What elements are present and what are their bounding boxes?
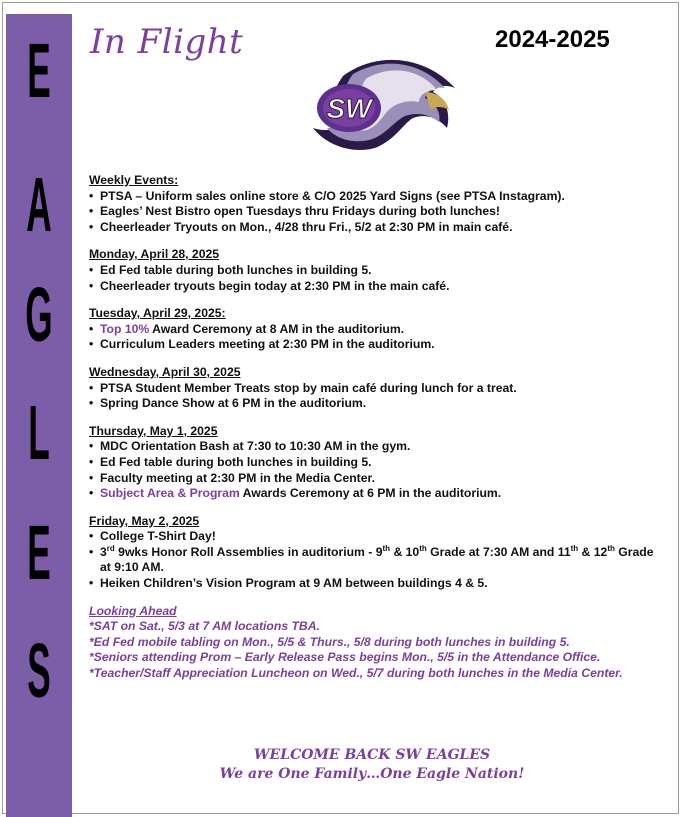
friday-section <box>89 514 659 592</box>
superscript: rd <box>106 543 115 553</box>
section-heading: Tuesday, April 29, 2025: <box>89 306 226 321</box>
list-item: *Seniors attending Prom – Early Release Pass begins Mon., 5/5 in the Attendance Office. <box>89 650 601 665</box>
list-item: • Faculty meeting at 2:30 PM in the Media Center. <box>89 471 659 487</box>
looking-ahead-section <box>89 604 659 682</box>
list-item: • College T-Shirt Day! <box>89 529 659 545</box>
eagle-logo <box>305 48 465 154</box>
list-item <box>89 545 659 576</box>
logo-text: SW <box>326 93 372 124</box>
item-text: Grade at 9:10 AM. <box>100 544 654 575</box>
newsletter-title: In Flight <box>90 22 244 62</box>
superscript: th <box>607 543 615 553</box>
item-text: 9wks Honor Roll Assemblies in auditorium - 9 <box>114 544 383 559</box>
list-item: *Ed Fed mobile tabling on Mon., 5/5 & Thurs., 5/8 during both lunches in building 5. <box>89 634 570 649</box>
sidebar-letter: S <box>27 627 51 714</box>
eagles-sidebar <box>6 14 72 817</box>
superscript: th <box>419 543 427 553</box>
superscript: th <box>382 543 391 553</box>
list-item: • Heiken Children’s Vision Program at 9 AM between buildings 4 & 5. <box>89 576 659 592</box>
item-text: Grade at 7:30 AM and 11 <box>426 544 571 559</box>
welcome-footer <box>89 746 655 784</box>
item-text: Award Ceremony at 8 AM in the auditorium. <box>149 321 405 336</box>
item-text: & 12 <box>578 544 608 559</box>
school-year: 2024-2025 <box>495 26 610 53</box>
welcome-line: WELCOME BACK SW EAGLES <box>253 747 491 763</box>
section-heading: Wednesday, April 30, 2025 <box>89 364 241 379</box>
sidebar-letter: L <box>28 389 50 476</box>
list-item: • Curriculum Leaders meeting at 2:30 PM in the auditorium. <box>89 337 659 353</box>
list-item: • Eagles’ Nest Bistro open Tuesdays thru Fridays during both lunches! <box>89 204 659 220</box>
highlight-text: Subject Area & Program <box>100 486 240 501</box>
list-item: *SAT on Sat., 5/3 at 7 AM locations TBA. <box>89 619 320 634</box>
list-item <box>89 486 659 502</box>
section-heading: Thursday, May 1, 2025 <box>89 423 218 438</box>
section-heading: Looking Ahead <box>89 603 177 618</box>
list-item <box>89 322 659 338</box>
thursday-section <box>89 424 659 502</box>
list-item: • Ed Fed table during both lunches in building 5. <box>89 455 659 471</box>
list-item: • PTSA – Uniform sales online store & C/O 2025 Yard Signs (see PTSA Instagram). <box>89 189 659 205</box>
list-item: *Teacher/Staff Appreciation Luncheon on Wed., 5/7 during both lunches in the Media Center. <box>89 666 623 681</box>
list-item: • Ed Fed table during both lunches in building 5. <box>89 263 659 279</box>
newsletter-content <box>89 173 659 682</box>
list-item: • MDC Orientation Bash at 7:30 to 10:30 AM in the gym. <box>89 439 659 455</box>
item-text: Awards Ceremony at 6 PM in the auditorium. <box>239 486 502 501</box>
section-heading: Friday, May 2, 2025 <box>89 513 200 528</box>
sidebar-letter: A <box>26 161 52 248</box>
motto-line: We are One Family…One Eagle Nation! <box>219 766 525 782</box>
tuesday-section <box>89 306 659 353</box>
wednesday-section <box>89 365 659 412</box>
section-heading: Monday, April 28, 2025 <box>89 247 220 262</box>
list-item: • Cheerleader Tryouts on Mon., 4/28 thru Fri., 5/2 at 2:30 PM in main café. <box>89 220 659 236</box>
sidebar-letter: E <box>27 509 51 596</box>
highlight-text: Top 10% <box>100 321 150 336</box>
list-item: • Spring Dance Show at 6 PM in the auditorium. <box>89 396 659 412</box>
monday-section <box>89 247 659 294</box>
item-text: & 10 <box>390 544 420 559</box>
superscript: th <box>570 543 579 553</box>
list-item: • Cheerleader tryouts begin today at 2:30 PM in the main café. <box>89 279 659 295</box>
section-heading: Weekly Events: <box>89 173 179 187</box>
list-item: • PTSA Student Member Treats stop by main café during lunch for a treat. <box>89 381 659 397</box>
item-text: 3 <box>100 544 107 559</box>
sidebar-letter: E <box>27 27 51 114</box>
sidebar-letter: G <box>25 271 53 358</box>
weekly-events-section <box>89 173 659 235</box>
